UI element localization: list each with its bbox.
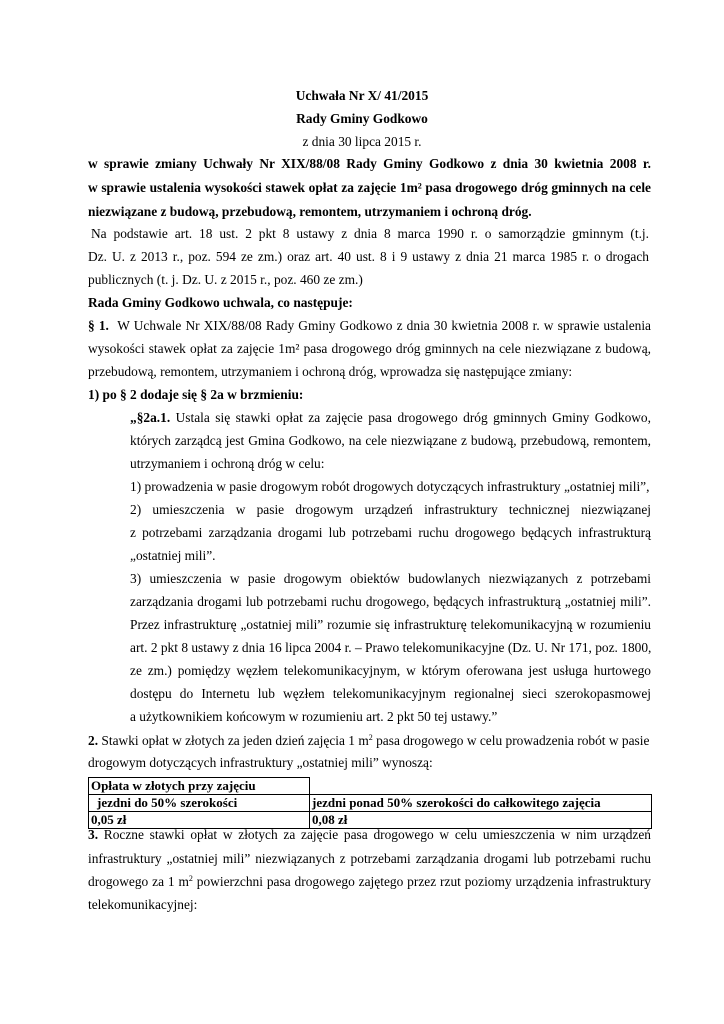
par2a-item-3-line-1: 3) umieszczenia w pasie drogowym obiektów budowlanych niezwiązanych z potrzebami bbox=[130, 571, 651, 586]
par2a-line-1: „§2a.1. Ustala się stawki opłat za zajęcie pasa drogowego dróg gminnych Gminy Godkowo, bbox=[130, 410, 651, 425]
section-1-line-1 bbox=[88, 316, 651, 336]
par2a-definition-line-5: a użytkownikiem końcowym w rozumieniu art. 2 pkt 50 tej ustawy.” bbox=[130, 709, 498, 724]
par2a-line-3: utrzymaniem i ochroną dróg w celu: bbox=[130, 456, 325, 471]
resolves-heading: Rada Gminy Godkowo uchwala, co następuje: bbox=[88, 295, 353, 310]
section-1-text-1: W Uchwale Nr XIX/88/08 Rady Gminy Godkowo z dnia 30 kwietnia 2008 r. w sprawie ustalenia bbox=[117, 318, 651, 333]
resolution-title: Uchwała Nr X/ 41/2015 bbox=[295, 88, 429, 103]
rates-table bbox=[88, 777, 652, 829]
par2a-line-2: których zarządcą jest Gmina Godkowo, na cele niezwiązane z budową, przebudową, remontem, bbox=[130, 433, 651, 448]
point-3-label: 3. bbox=[88, 827, 99, 842]
table-row bbox=[89, 778, 652, 795]
subject-line-3: niezwiązane z budową, przebudową, remontem, utrzymaniem i ochroną dróg. bbox=[88, 204, 532, 219]
subject-line-2: w sprawie ustalenia wysokości stawek opłat za zajęcie 1m² pasa drogowego dróg gminnych na cele bbox=[88, 180, 651, 195]
par2a-label: „§2a.1. bbox=[130, 410, 171, 425]
resolution-date: z dnia 30 lipca 2015 r. bbox=[302, 134, 422, 149]
table-row bbox=[89, 795, 652, 812]
rates-col-1-label: jezdni do 50% szerokości bbox=[89, 795, 310, 812]
point-3-line-2: infrastruktury „ostatniej mili” niezwiązanych z potrzebami zarządzania drogami lub potrzebami ruchu bbox=[88, 851, 651, 866]
rates-col-2-label: jezdni ponad 50% szerokości do całkowitego zajęcia bbox=[310, 795, 652, 812]
point-3-line-1: 3. Roczne stawki opłat w złotych za zajęcie pasa drogowego w celu umieszczenia w nim urządzeń bbox=[88, 827, 651, 842]
point-2-label: 2. bbox=[88, 733, 99, 748]
par2a-item-3-line-2: zarządzania drogami lub potrzebami ruchu drogowego, będących infrastrukturą „ostatniej mili”. bbox=[130, 594, 651, 609]
legal-basis-line-2: Dz. U. z 2013 r., poz. 594 ze zm.) oraz art. 40 ust. 8 i 9 ustawy z dnia 21 marca 1985 r. o drogach bbox=[88, 249, 649, 264]
par2a-item-1: 1) prowadzenia w pasie drogowym robót drogowych dotyczących infrastruktury „ostatniej mili”, bbox=[130, 479, 650, 494]
par2a-item-2-line-2: z potrzebami zarządzania drogami lub potrzebami ruchu drogowego będących infrastrukturą bbox=[130, 525, 651, 540]
par2a-item-2-line-3: „ostatniej mili”. bbox=[130, 548, 216, 563]
point-1-heading: 1) po § 2 dodaje się § 2a w brzmieniu: bbox=[88, 387, 304, 402]
rates-col-1-value: 0,05 zł bbox=[89, 812, 310, 829]
point-2-line-1: 2. Stawki opłat w złotych za jeden dzień zajęcia 1 $m^2$ pasa drogowego w celu prowadzenia robót w pasie bbox=[88, 733, 650, 748]
par2a-definition-line-3: ze zm.) pomiędzy węzłem telekomunikacyjnym, w którym oferowana jest usługa hurtowego bbox=[130, 663, 651, 678]
rates-col-2-value: 0,08 zł bbox=[310, 812, 652, 829]
legal-basis-line-1: Na podstawie art. 18 ust. 2 pkt 8 ustawy z dnia 8 marca 1990 r. o samorządzie gminnym (t.j. bbox=[91, 226, 649, 241]
subject-line-1: w sprawie zmiany Uchwały Nr XIX/88/08 Rady Gminy Godkowo z dnia 30 kwietnia 2008 r. bbox=[88, 156, 651, 171]
council-name: Rady Gminy Godkowo bbox=[296, 111, 428, 126]
par2a-item-2-line-1: 2) umieszczenia w pasie drogowym urządzeń infrastruktury technicznej niezwiązanej bbox=[130, 502, 651, 517]
section-1-label: § 1. bbox=[88, 318, 109, 333]
point-3-line-4: telekomunikacyjnej: bbox=[88, 897, 198, 912]
section-1-line-3: przebudową, remontem, utrzymaniem i ochroną dróg, wprowadza się następujące zmiany: bbox=[88, 364, 573, 379]
rates-table-header: Opłata w złotych przy zajęciu bbox=[89, 778, 310, 795]
point-3-line-3: drogowego za 1 $m^2$ powierzchni pasa drogowego zajętego przez rzut poziomy urządzenia infrastruktury bbox=[88, 874, 651, 889]
par2a-definition-line-2: art. 2 pkt 8 ustawy z dnia 16 lipca 2004 r. – Prawo telekomunikacyjne (Dz. U. Nr 171, poz. 1800, bbox=[130, 640, 652, 655]
point-2-line-2: drogowym dotyczących infrastruktury „ostatniej mili” wynoszą: bbox=[88, 755, 433, 770]
par2a-definition-line-1: Przez infrastrukturę „ostatniej mili” rozumie się infrastrukturę telekomunikacyjną w rozumieniu bbox=[130, 617, 651, 632]
par2a-definition-line-4: dostępu do Internetu lub węzłem telekomunikacyjnym regionalnej sieci szerokopasmowej bbox=[130, 686, 651, 701]
legal-basis-line-3: publicznych (t. j. Dz. U. z 2015 r., poz. 460 ze zm.) bbox=[88, 272, 363, 287]
section-1-line-2: wysokości stawek opłat za zajęcie 1m² pasa drogowego dróg gminnych na cele niezwiązane z budową, bbox=[88, 341, 651, 356]
